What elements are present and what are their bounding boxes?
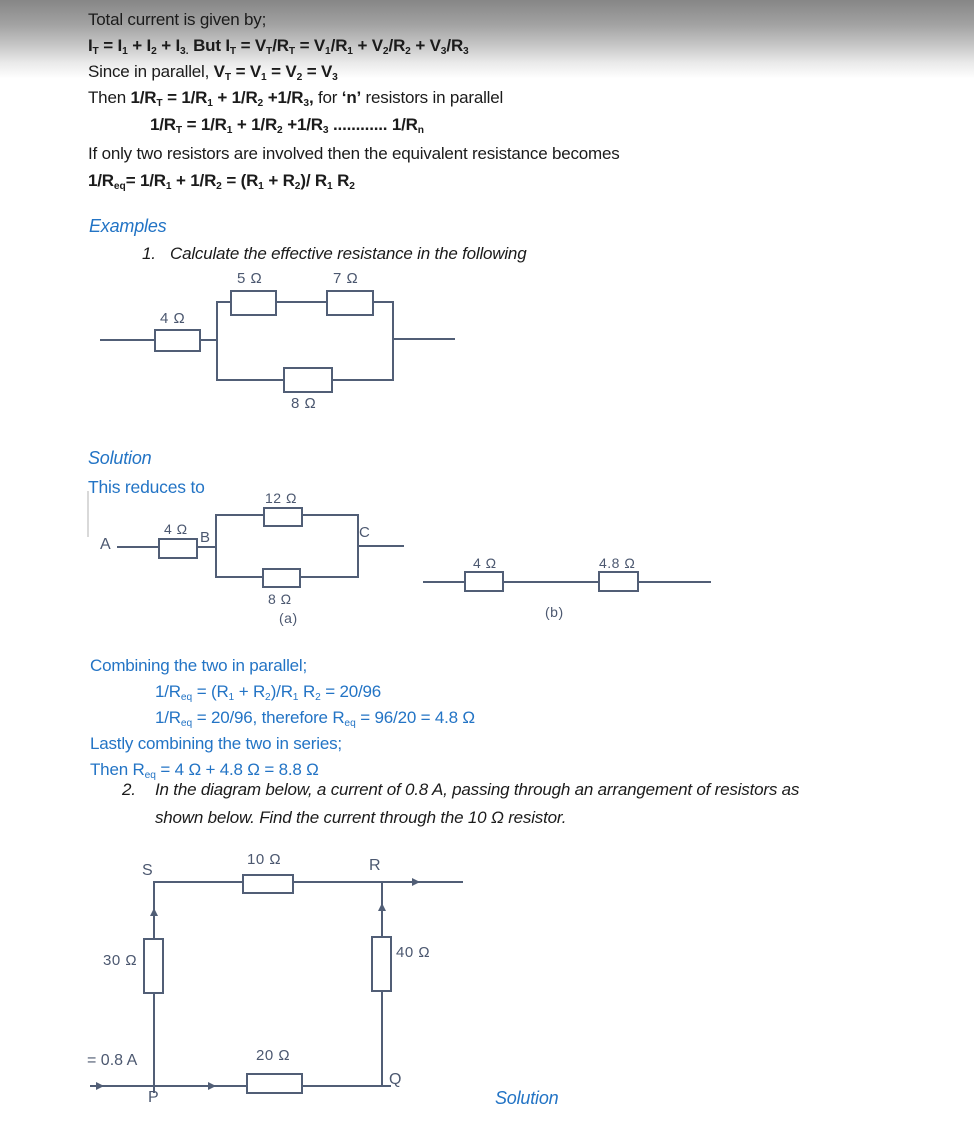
intro-line: $1/R_{eq}= 1/R_1 + 1/R_2 = (R_1 + R_2)/$ $R_1$ $R_2$ (88, 171, 355, 193)
resistor-box-5ohm (230, 290, 277, 316)
intro-line: Then $1/R_T = 1/R_1 + 1/R_2 +1/R_3$, for ‘n’ resistors in parallel (88, 88, 504, 110)
wire (117, 546, 160, 548)
wire (215, 576, 264, 578)
wire (215, 514, 265, 516)
node-label-c: C (359, 524, 370, 541)
intro-line: Total current is given by; (88, 10, 267, 29)
resistor-box-10ohm (242, 874, 294, 894)
intro-line: $1/R_T = 1/R_1 + 1/R_2 +1/R_3$ ............ $1/R_n$ (150, 115, 424, 137)
wire (301, 514, 359, 516)
resistor-label-8ohm: 8 Ω (291, 395, 317, 412)
current-arrow-right-icon (208, 1082, 216, 1090)
resistor-box-7ohm (326, 290, 374, 316)
intro-line: $I_T = I_1 + I_2 + I_{3.}$ But $I_T = V_T/R_T = V_1/R_1 + V_2/R_2 + V_3/R_3$ (88, 36, 469, 58)
resistor-box-20ohm (246, 1073, 303, 1094)
wire (196, 546, 217, 548)
resistor-label-8ohm: 8 Ω (268, 591, 292, 607)
resistor-box-12ohm (263, 507, 303, 527)
intro-line: Since in parallel, $V_T = V_1 = V_2 = V_3$ (88, 62, 338, 84)
resistor-label-4point8ohm: 4.8 Ω (599, 555, 636, 571)
solution1-heading: Solution (88, 448, 152, 468)
node-label-s: S (142, 862, 153, 879)
resistor-label-4ohm: 4 Ω (473, 555, 497, 571)
caption-b: (b) (545, 604, 564, 620)
resistor-box-4ohm (158, 538, 198, 559)
resistor-box-40ohm (371, 936, 392, 992)
examples-heading: Examples (89, 216, 167, 236)
wire (100, 339, 157, 341)
item2-line1: In the diagram below, a current of 0.8 A, passing through an arrangement of resistors as (155, 780, 800, 799)
working-line: $1/R_{eq} = (R_1 + R_2)/R_1$ $R_2 = 20/96$ (155, 682, 382, 704)
resistor-label-4ohm: 4 Ω (160, 310, 186, 327)
resistor-box-4point8ohm (598, 571, 639, 592)
current-arrow-up-icon (150, 908, 158, 916)
item2-number: 2. (122, 780, 136, 799)
wire (299, 576, 359, 578)
resistor-label-10ohm: 10 Ω (247, 851, 282, 868)
wire (276, 301, 329, 303)
resistor-label-12ohm: 12 Ω (265, 490, 297, 506)
resistor-label-30ohm: 30 Ω (103, 952, 138, 969)
node-label-r: R (369, 857, 381, 874)
node-label-a: A (100, 536, 111, 553)
wire (372, 301, 394, 303)
wire (331, 379, 394, 381)
resistor-box-8ohm (262, 568, 301, 588)
working-line: Lastly combining the two in series; (90, 734, 342, 753)
resistor-label-40ohm: 40 Ω (396, 944, 431, 961)
resistor-label-7ohm: 7 Ω (333, 270, 359, 287)
resistor-label-20ohm: 20 Ω (256, 1047, 291, 1064)
node-label-q: Q (389, 1071, 402, 1088)
current-value-label: = 0.8 A (87, 1052, 138, 1069)
node-label-p: P (148, 1089, 159, 1106)
resistor-box-8ohm (283, 367, 333, 393)
caption-a: (a) (279, 610, 298, 626)
wire (357, 545, 404, 547)
resistor-box-4ohm (154, 329, 201, 352)
wire (216, 301, 218, 381)
wire (216, 379, 286, 381)
working-line: $1/R_{eq} = 20/96$, therefore $R_{eq} = 96/20 = 4.8$ Ω (155, 708, 475, 730)
wire (215, 514, 217, 578)
intro-line: If only two resistors are involved then the equivalent resistance becomes (88, 144, 620, 163)
node-label-b: B (200, 529, 211, 546)
solution1-intro: This reduces to (88, 477, 205, 497)
solution2-heading: Solution (495, 1088, 559, 1108)
resistor-label-5ohm: 5 Ω (237, 270, 263, 287)
current-arrow-up-icon (378, 903, 386, 911)
item1-text: Calculate the effective resistance in the following (170, 244, 527, 263)
wire (392, 338, 455, 340)
resistor-label-4ohm: 4 Ω (164, 521, 188, 537)
resistor-box-30ohm (143, 938, 164, 994)
wire (392, 301, 394, 381)
working-line: Combining the two in parallel; (90, 656, 308, 675)
current-arrow-right-icon (412, 878, 420, 886)
item2-line2: shown below. Find the current through the 10 Ω resistor. (155, 808, 567, 827)
wire (90, 1085, 391, 1087)
scan-artifact (87, 491, 89, 537)
current-arrow-right-icon (96, 1082, 104, 1090)
resistor-box-4ohm (464, 571, 504, 592)
working-line: Then $R_{eq} = 4$ Ω + 4.8 Ω = 8.8 Ω (90, 760, 319, 782)
item1-number: 1. (142, 244, 156, 263)
